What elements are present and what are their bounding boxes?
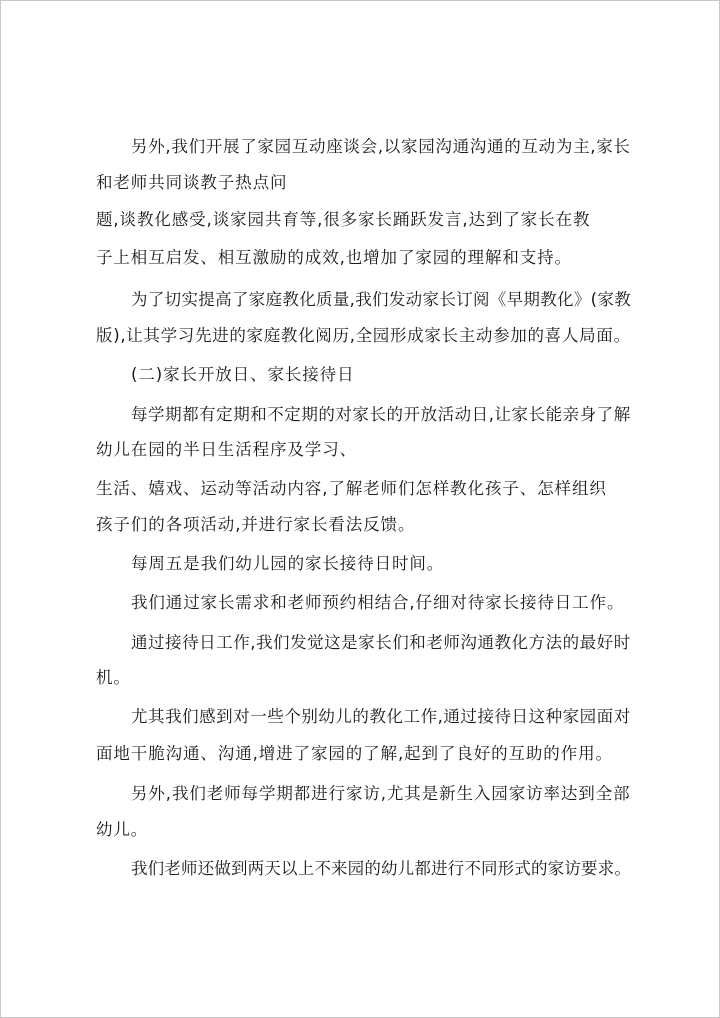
text-line: 和老师共同谈教子热点问 [96,173,288,192]
text-line: 孩子们的各项活动,并进行家长看法反馈。 [96,515,416,534]
text-line: 幼儿。 [96,820,149,839]
text-line: 尤其我们感到对一些个别幼儿的教化工作,通过接待日这种家园面对 [131,707,631,726]
text-line: 每周五是我们幼儿园的家长接待日时间。 [131,554,445,573]
text-line: 题,谈教化感受,谈家园共育等,很多家长踊跃发言,达到了家长在教 [96,210,591,229]
text-line: 幼儿在园的半日生活程序及学习、 [96,440,357,459]
text-line: 版),让其学习先进的家庭教化阅历,全园形成家长主动参加的喜人局面。 [96,326,631,345]
section-heading: (二)家长开放日、家长接待日 [131,365,355,384]
text-line: 生活、嬉戏、运动等活动内容,了解老师们怎样教化孩子、怎样组织 [96,479,607,498]
text-line: 为了切实提高了家庭教化质量,我们发动家长订阅《早期教化》(家教 [131,290,632,309]
text-line: 我们老师还做到两天以上不来园的幼儿都进行不同形式的家访要求。 [131,859,631,878]
text-line: 另外,我们开展了家园互动座谈会,以家园沟通沟通的互动为主,家长 [131,137,631,156]
text-line: 子上相互启发、相互激励的成效,也增加了家园的理解和支持。 [96,248,572,267]
text-line: 每学期都有定期和不定期的对家长的开放活动日,让家长能亲身了解 [131,405,631,424]
text-line: 通过接待日工作,我们发觉这是家长们和老师沟通教化方法的最好时 [131,633,631,652]
text-line: 机。 [96,668,131,687]
text-line: 我们通过家长需求和老师预约相结合,仔细对待家长接待日工作。 [131,593,625,612]
text-line: 另外,我们老师每学期都进行家访,尤其是新生入园家访率达到全部 [131,784,631,803]
text-line: 面地干脆沟通、沟通,增进了家园的了解,起到了良好的互助的作用。 [96,744,613,763]
